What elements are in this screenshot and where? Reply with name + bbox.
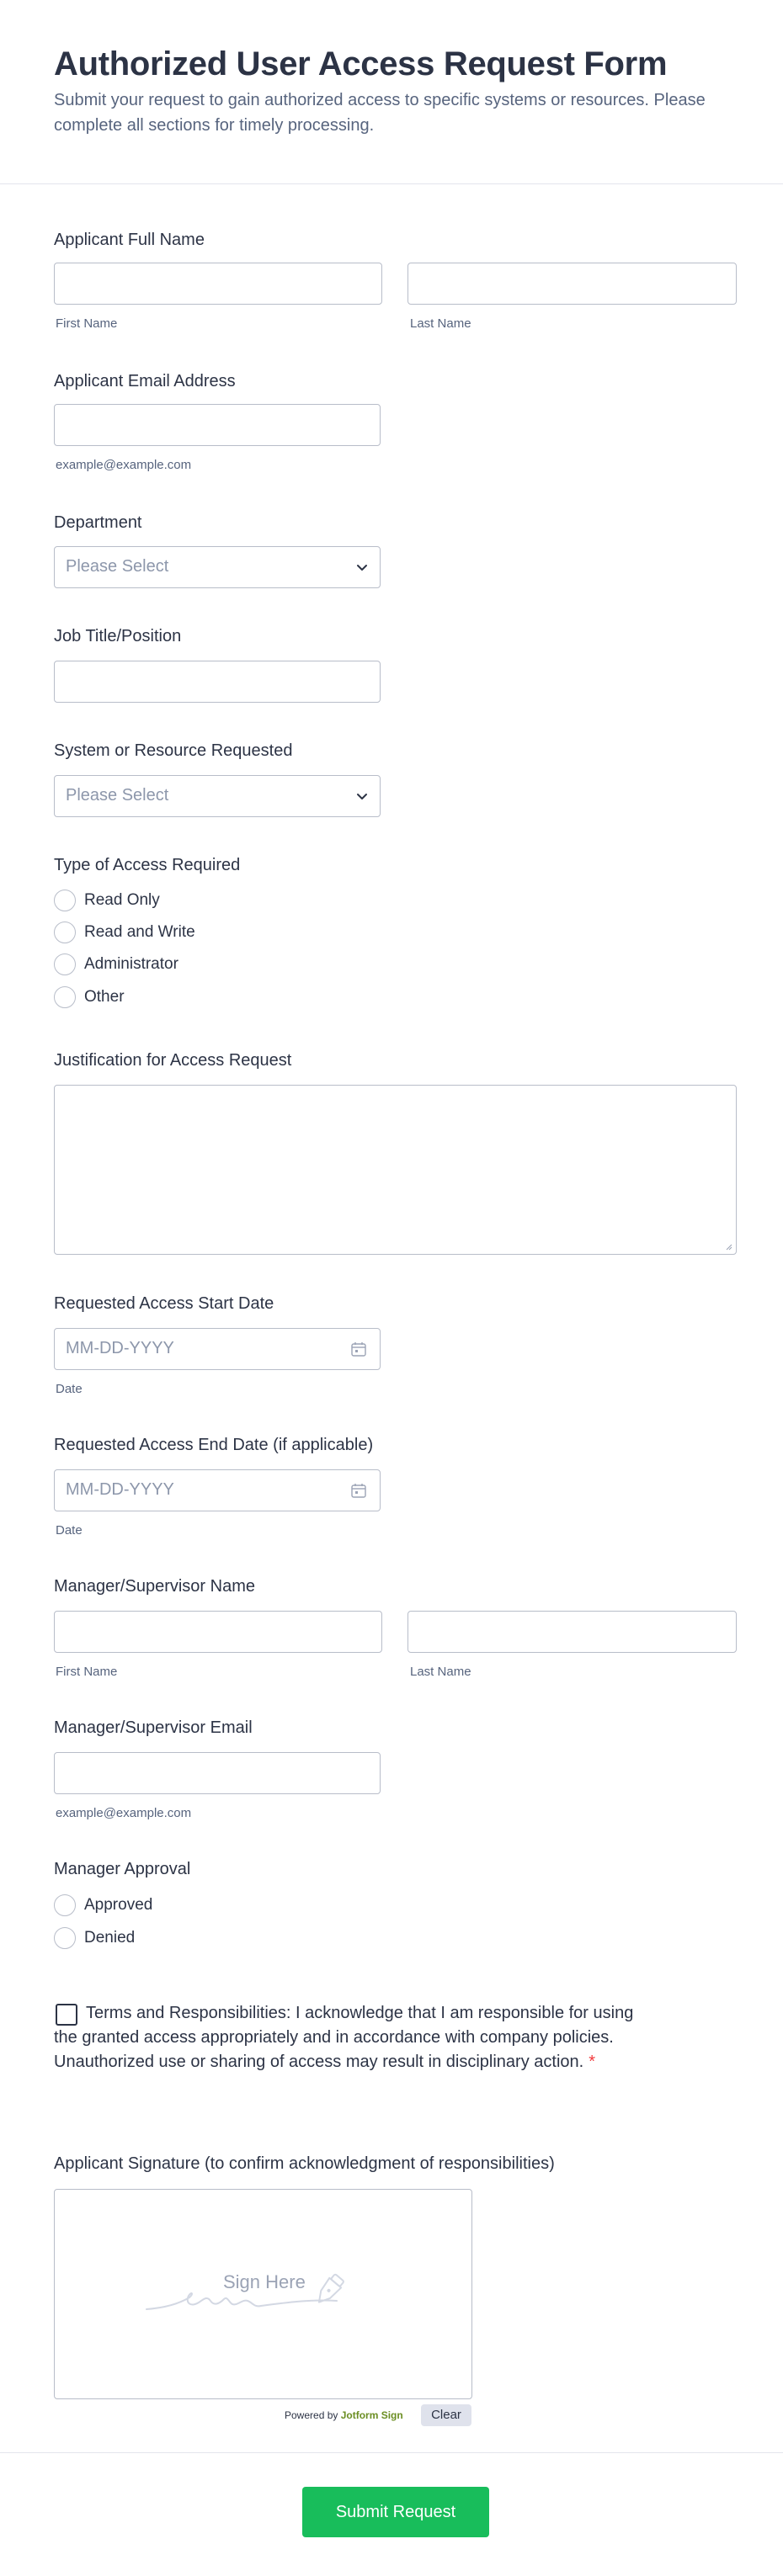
manager-last-name-sublabel: Last Name: [410, 1665, 471, 1679]
form-description: Submit your request to gain authorized access to specific systems or resources. Please complete all sections for timely processing.: [54, 91, 706, 135]
system-requested-select[interactable]: [54, 775, 381, 817]
end-date-label: Requested Access End Date (if applicable): [54, 1436, 374, 1454]
powered-by-text: Powered by Jotform Sign: [285, 2409, 403, 2421]
signature-clear-button[interactable]: Clear: [421, 2404, 471, 2426]
applicant-last-name-input[interactable]: [407, 263, 737, 305]
form-header: [0, 0, 783, 184]
manager-name-label: Manager/Supervisor Name: [54, 1577, 255, 1596]
manager-email-input[interactable]: [54, 1752, 381, 1794]
form-page: Authorized User Access Request Form Submit your request to gain authorized access to specific systems or resources. Please complete all sections for timely processing. Applicant Full Name First Name Last Name Applicant Email Address example@example.com Department Please Select Job Title/Position System or Resource Requested Please Select Type of Access Required Read Only Read and Write Administrator Other Justification for Access Request Requested Access Start Date MM-DD-YYYY Date Requested Access End Date (if applicable) MM-DD-YYYY Date Manager/Supervisor Name First Name Last Name Manager/Supervisor Email example@example.com Manager Approval Approved Denied Terms and Responsibilities: I acknowledge that I am responsible for using the granted access appropriately and in accordance with company policies. Unauthorized use or sharing of access may result in disciplinary action. * Applicant Signature (to confirm acknowledgment of responsibilities) Sign Here Powered by Jotform Sign Clear Submit Request: [0, 0, 783, 2576]
jotform-sign-brand: Jotform Sign: [340, 2409, 403, 2421]
start-date-placeholder: MM-DD-YYYY: [66, 1339, 174, 1357]
end-date-sublabel: Date: [56, 1523, 83, 1538]
footer-divider: [0, 2452, 783, 2453]
signature-placeholder: Sign Here: [223, 2271, 306, 2292]
manager-approval-label: Manager Approval: [54, 1860, 191, 1878]
system-requested-label: System or Resource Requested: [54, 741, 293, 760]
calendar-icon[interactable]: [349, 1340, 368, 1358]
radio-button[interactable]: [54, 986, 76, 1008]
terms-text: Terms and Responsibilities: I acknowledge that I am responsible for using the granted access appropriately and in accordance with company policies. Unauthorized use or sharing of access may result in disciplinary action. *: [54, 2004, 634, 2071]
manager-email-label: Manager/Supervisor Email: [54, 1718, 253, 1737]
manager-first-name-sublabel: First Name: [56, 1665, 118, 1679]
system-requested-placeholder: Please Select: [66, 786, 169, 805]
required-mark: *: [589, 2053, 595, 2071]
access-type-label: Type of Access Required: [54, 856, 241, 874]
signature-pad[interactable]: [54, 2189, 472, 2399]
end-date-placeholder: MM-DD-YYYY: [66, 1480, 174, 1499]
start-date-label: Requested Access Start Date: [54, 1294, 274, 1313]
applicant-first-name-input[interactable]: [54, 263, 382, 305]
applicant-name-label: Applicant Full Name: [54, 231, 205, 249]
manager-email-sublabel: example@example.com: [56, 1806, 192, 1820]
radio-button[interactable]: [54, 922, 76, 943]
job-title-label: Job Title/Position: [54, 627, 182, 645]
applicant-first-name-sublabel: First Name: [56, 316, 118, 331]
job-title-input[interactable]: [54, 661, 381, 703]
justification-label: Justification for Access Request: [54, 1051, 292, 1070]
manager-first-name-input[interactable]: [54, 1611, 382, 1653]
end-date-input[interactable]: [54, 1469, 381, 1511]
applicant-email-label: Applicant Email Address: [54, 372, 236, 390]
justification-textarea[interactable]: [54, 1085, 737, 1255]
start-date-input[interactable]: [54, 1328, 381, 1370]
resize-handle-icon[interactable]: [724, 1242, 732, 1251]
submit-button[interactable]: Submit Request: [302, 2487, 489, 2537]
applicant-email-input[interactable]: [54, 404, 381, 446]
radio-button[interactable]: [54, 953, 76, 975]
chevron-down-icon: [356, 561, 368, 573]
calendar-icon[interactable]: [349, 1481, 368, 1500]
start-date-sublabel: Date: [56, 1382, 83, 1396]
manager-last-name-input[interactable]: [407, 1611, 737, 1653]
chevron-down-icon: [356, 790, 368, 802]
department-placeholder: Please Select: [66, 557, 169, 576]
radio-button[interactable]: [54, 890, 76, 911]
applicant-email-sublabel: example@example.com: [56, 458, 192, 472]
radio-button[interactable]: [54, 1927, 76, 1949]
signature-label: Applicant Signature (to confirm acknowledgment of responsibilities): [54, 2154, 555, 2173]
radio-button[interactable]: [54, 1894, 76, 1916]
department-select[interactable]: [54, 546, 381, 588]
applicant-last-name-sublabel: Last Name: [410, 316, 471, 331]
department-label: Department: [54, 513, 142, 532]
form-title: Authorized User Access Request Form: [54, 45, 668, 82]
